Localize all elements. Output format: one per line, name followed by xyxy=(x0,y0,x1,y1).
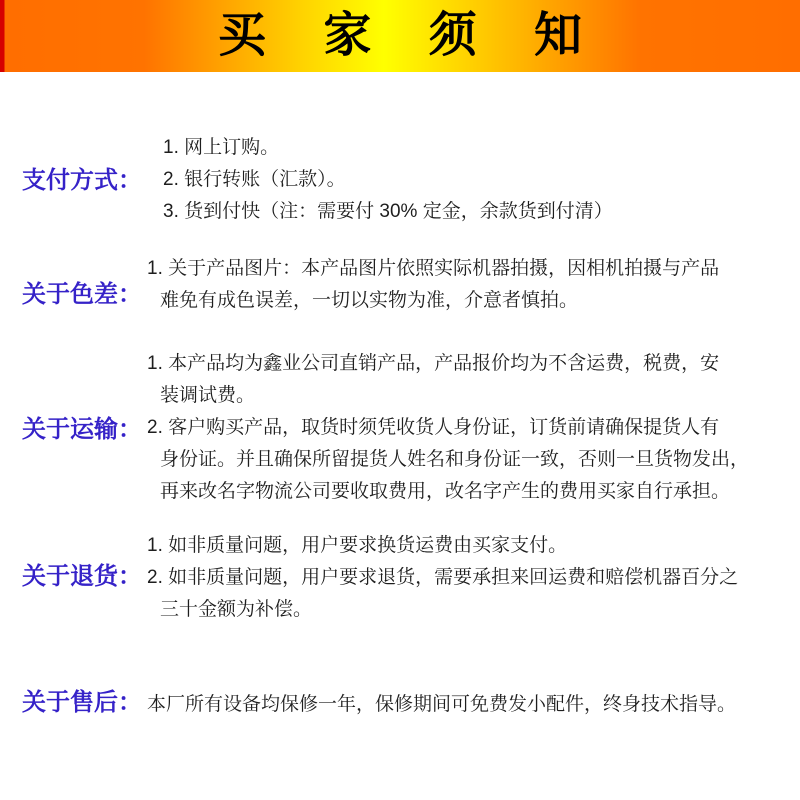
notice-line: 三十金额为补偿。 xyxy=(160,599,313,620)
notice-line: 2. 如非质量问题，用户要求退货，需要承担来回运费和赔偿机器百分之 xyxy=(147,567,739,588)
section-content-after-sales xyxy=(147,689,736,721)
notice-line: 2. 客户购买产品，取货时须凭收货人身份证，订货前请确保提货人有 xyxy=(147,417,720,438)
notice-line: 再来改名字物流公司要收取费用，改名字产生的费用买家自行承担。 xyxy=(160,481,731,502)
banner xyxy=(0,0,800,72)
section-content-returns xyxy=(147,530,738,626)
notice-line: 1. 如非质量问题，用户要求换货运费由买家支付。 xyxy=(147,535,568,556)
section-label-returns: 关于退货： xyxy=(22,563,142,590)
page-title: 买 家 须 知 xyxy=(217,9,604,62)
notice-line: 装调试费。 xyxy=(160,385,256,406)
notice-line: 1. 本产品均为鑫业公司直销产品，产品报价均为不含运费，税费，安 xyxy=(147,353,720,374)
section-content-color-difference xyxy=(147,253,719,317)
notice-line: 本厂所有设备均保修一年，保修期间可免费发小配件，终身技术指导。 xyxy=(147,694,737,715)
section-label-payment: 支付方式： xyxy=(22,167,142,194)
section-label-shipping: 关于运输： xyxy=(22,416,142,443)
section-content-shipping xyxy=(147,348,749,508)
section-content-payment xyxy=(163,132,613,228)
section-label-after-sales: 关于售后： xyxy=(22,689,142,716)
notice-line: 难免有成色误差，一切以实物为准，介意者慎拍。 xyxy=(160,290,579,311)
notice-line: 3. 货到付快（注：需要付 30% 定金，余款货到付清） xyxy=(163,201,613,222)
notice-line: 身份证。并且确保所留提货人姓名和身份证一致，否则一旦货物发出， xyxy=(160,449,750,470)
notice-line: 2. 银行转账（汇款）。 xyxy=(163,169,346,190)
notice-line: 1. 关于产品图片：本产品图片依照实际机器拍摄，因相机拍摄与产品 xyxy=(147,258,720,279)
notice-line: 1. 网上订购。 xyxy=(163,137,280,158)
section-label-color-difference: 关于色差： xyxy=(22,281,142,308)
